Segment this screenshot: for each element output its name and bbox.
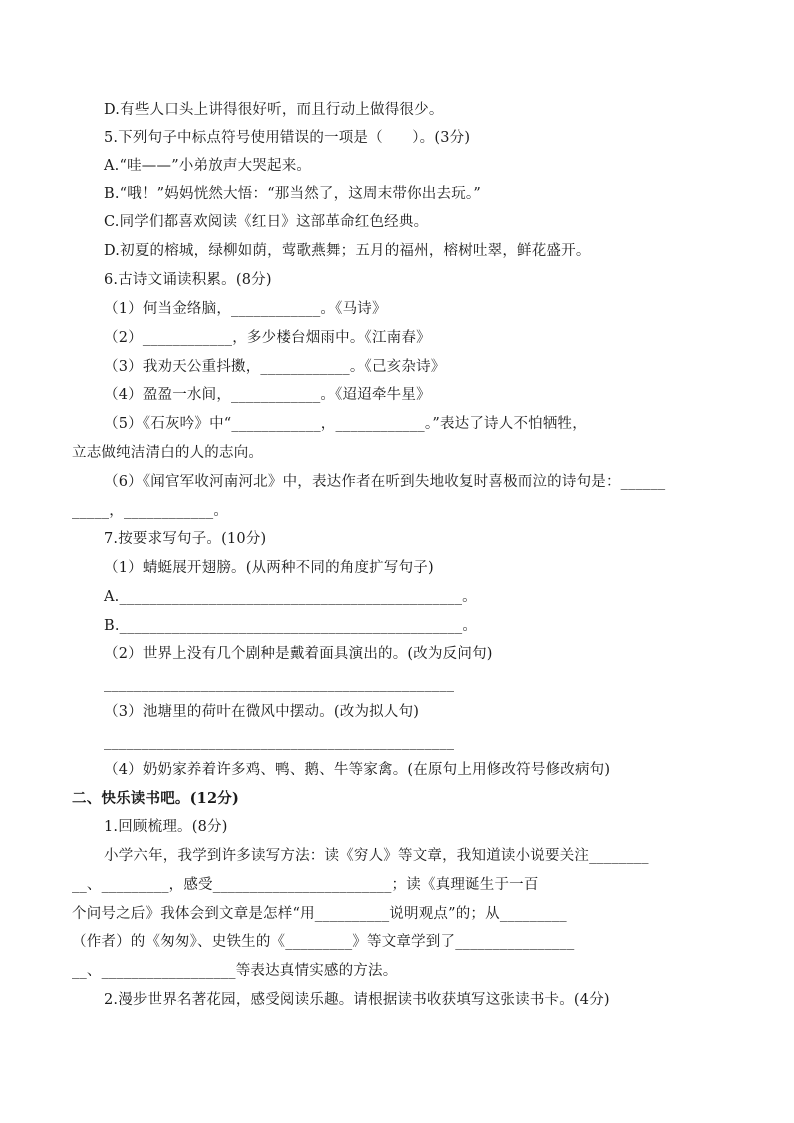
section-2-question-1-stem: 1.回顾梳理。(8分) xyxy=(104,819,228,835)
section-2-heading: 二、快乐读书吧。(12分) xyxy=(72,790,239,807)
question-5-stem: 5.下列句子中标点符号使用错误的一项是（ ）。(3分) xyxy=(104,130,471,146)
question-5-option-a: A.“哇——”小弟放声大哭起来。 xyxy=(104,158,312,174)
question-6-item-3: （3）我劝天公重抖擞，____________。《己亥杂诗》 xyxy=(104,359,446,375)
question-7-item-2-answer-line: _______________________________________________ xyxy=(104,676,455,692)
question-7-item-1-line-b: B.______________________________________________。 xyxy=(104,618,478,634)
section-2-question-1-text-cont-4: __、__________________等表达真情实感的方法。 xyxy=(72,963,398,979)
question-6-item-5-cont: 立志做纯洁清白的人的志向。 xyxy=(72,445,264,461)
question-6-item-2: （2）____________，多少楼台烟雨中。《江南春》 xyxy=(104,330,431,346)
question-7-item-3-answer-line: _______________________________________________ xyxy=(104,734,455,750)
question-6-item-6-cont: _____，____________。 xyxy=(72,503,229,519)
question-7-item-3: （3）池塘里的荷叶在微风中摆动。(改为拟人句) xyxy=(104,704,420,720)
question-6-item-1: （1）何当金络脑，____________。《马诗》 xyxy=(104,301,387,317)
question-4-option-d: D.有些人口头上讲得很好听，而且行动上做得很少。 xyxy=(104,102,444,118)
question-6-item-4: （4）盈盈一水间，____________。《迢迢牵牛星》 xyxy=(104,387,431,403)
section-2-question-1-text-cont-2: 个问号之后》我体会到文章是怎样“用__________说明观点”的；从_________ xyxy=(72,906,567,922)
question-7-item-1-line-a: A.______________________________________________。 xyxy=(104,589,477,605)
section-2-question-1-text-cont-1: __、_________，感受________________________；读《真理诞生于一百 xyxy=(72,877,539,893)
question-6-item-6: （6）《闻官军收河南河北》中，表达作者在听到失地收复时喜极而泣的诗句是：______ xyxy=(104,474,666,490)
question-5-option-d: D.初夏的榕城，绿柳如荫，莺歌燕舞；五月的福州，榕树吐翠，鲜花盛开。 xyxy=(104,243,591,259)
question-5-option-c: C.同学们都喜欢阅读《红日》这部革命红色经典。 xyxy=(104,214,429,230)
question-6-item-5: （5）《石灰吟》中“____________，____________。”表达了诗人不怕牺牲， xyxy=(104,416,587,432)
question-7-item-2: （2）世界上没有几个剧种是戴着面具演出的。(改为反问句) xyxy=(104,646,493,662)
section-2-question-2-stem: 2.漫步世界名著花园，感受阅读乐趣。请根据读书收获填写这张读书卡。(4分) xyxy=(104,992,610,1008)
question-7-item-4: （4）奶奶家养着许多鸡、鸭、鹅、牛等家禽。(在原句上用修改符号修改病句) xyxy=(104,762,611,778)
section-2-question-1-text-cont-3: （作者）的《匆匆》、史铁生的《_________》等文章学到了________________ xyxy=(72,934,575,950)
question-6-stem: 6.古诗文诵读积累。(8分) xyxy=(104,272,272,288)
section-2-question-1-text: 小学六年，我学到许多读写方法：读《穷人》等文章，我知道读小说要关注________ xyxy=(104,848,649,864)
question-7-item-1: （1）蜻蜓展开翅膀。(从两种不同的角度扩写句子) xyxy=(104,560,434,576)
question-7-stem: 7.按要求写句子。(10分) xyxy=(104,531,267,547)
question-5-option-b: B.“哦！”妈妈恍然大悟：“那当然了，这周末带你出去玩。” xyxy=(104,186,481,202)
